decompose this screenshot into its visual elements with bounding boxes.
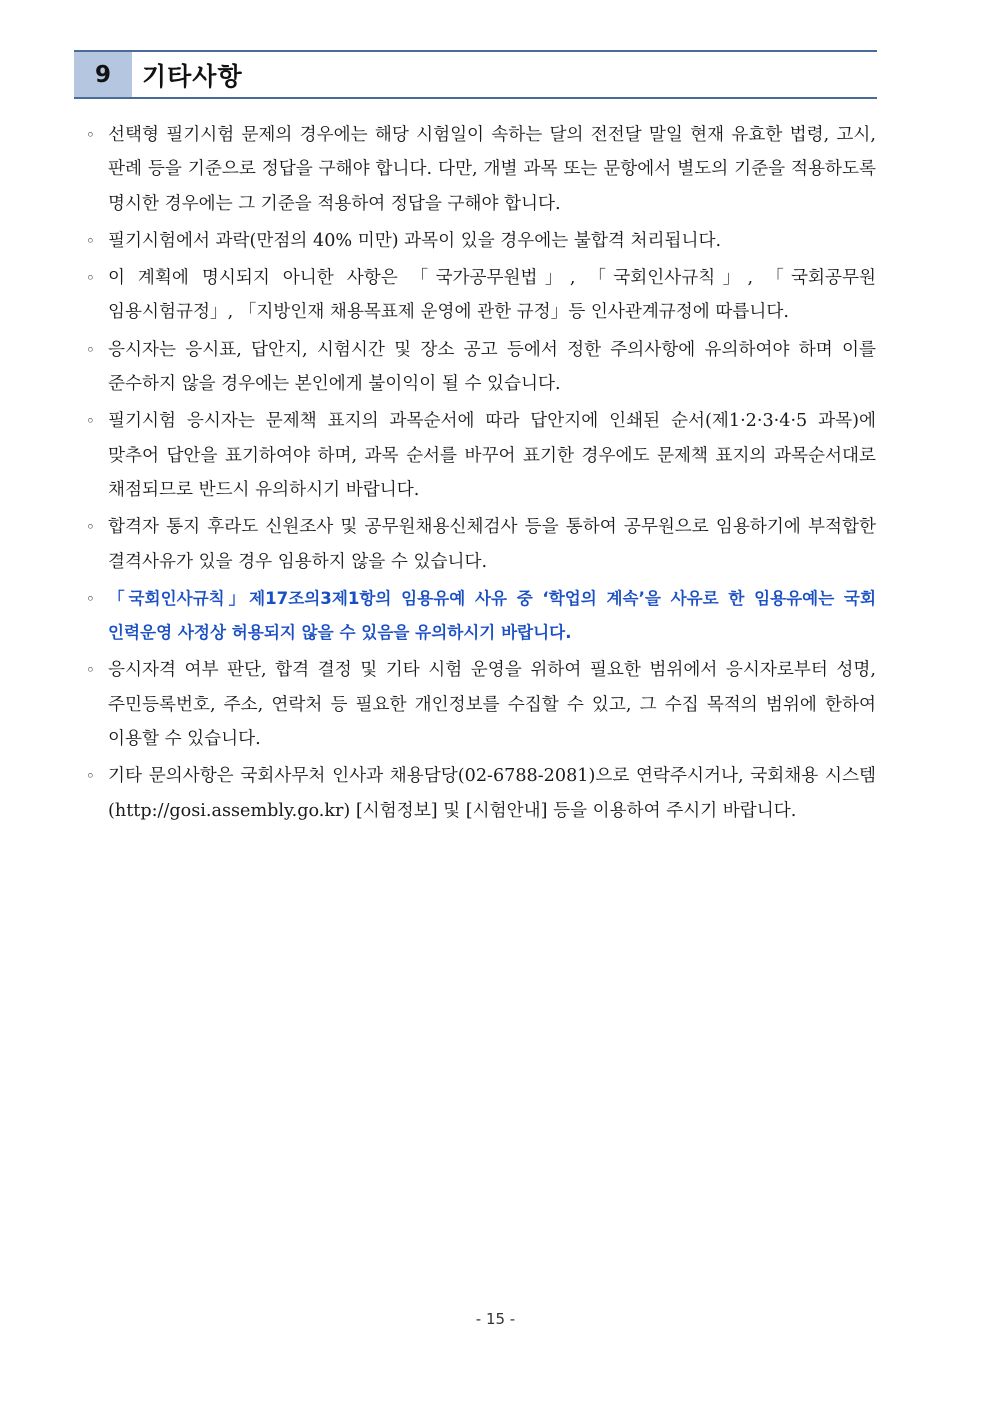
notice-item-subject-order — [80, 404, 876, 507]
notice-text: 필기시험에서 과락(만점의 40% 미만) 과목이 있을 경우에는 불합격 처리됩니다. — [108, 230, 722, 251]
notice-text: 필기시험 응시자는 문제책 표지의 과목순서에 따라 답안지에 인쇄된 순서(제1·2·3·4·5 과목)에 맞추어 답안을 표기하여야 하며, 과목 순서를 바꾸어 표기한 경우에도 문제책 표지의 과목순서대로 채점되므로 반드시 유의하시기 바랍니다. — [108, 411, 876, 500]
bullet-icon: ◦ — [86, 767, 95, 786]
notice-item-personal-info — [80, 653, 876, 756]
notice-list — [80, 118, 876, 831]
notice-text: 합격자 통지 후라도 신원조사 및 공무원채용신체검사 등을 통하여 공무원으로 임용하기에 부적합한 결격사유가 있을 경우 임용하지 않을 수 있습니다. — [108, 517, 876, 572]
bullet-icon: ◦ — [86, 231, 95, 250]
notice-item-disqualification — [80, 510, 876, 579]
notice-text: 선택형 필기시험 문제의 경우에는 해당 시험일이 속하는 달의 전전달 말일 현재 유효한 법령, 고시, 판례 등을 기준으로 정답을 구해야 합니다. 다만, 개별 과목 또는 문항에서 별도의 기준을 적용하도록 명시한 경우에는 그 기준을 적용하여 정답을 구해야 합니다. — [108, 125, 876, 214]
notice-item-exam-criteria — [80, 118, 876, 221]
notice-text: 기타 문의사항은 국회사무처 인사과 채용담당(02-6788-2081)으로 연락주시거나, 국회채용 시스템(http://gosi.assembly.go.kr) [시험정보] 및 [시험안내] 등을 이용하여 주시기 바랍니다. — [108, 766, 876, 821]
notice-item-regulations — [80, 261, 876, 330]
notice-text: 응시자는 응시표, 답안지, 시험시간 및 장소 공고 등에서 정한 주의사항에 유의하여야 하며 이를 준수하지 않을 경우에는 본인에게 불이익이 될 수 있습니다. — [108, 339, 876, 395]
notice-text: 「국회인사규칙」제17조의3제1항의 임용유예 사유 중 ‘학업의 계속’을 사유로 한 임용유예는 국회 인력운영 사정상 허용되지 않을 수 있음을 유의하시기 바랍니다. — [108, 588, 876, 643]
bullet-icon: ◦ — [86, 412, 95, 431]
notice-item-deferment-highlight — [80, 582, 876, 651]
page-number: - 15 - — [475, 1310, 516, 1328]
bullet-icon: ◦ — [86, 661, 95, 680]
bullet-icon: ◦ — [86, 269, 95, 288]
bullet-icon: ◦ — [86, 126, 95, 144]
bullet-icon: ◦ — [86, 589, 95, 608]
bullet-icon: ◦ — [86, 340, 95, 359]
notice-item-fail-rule — [80, 224, 876, 258]
notice-item-contact — [80, 759, 876, 828]
section-title: 기타사항 — [142, 61, 243, 91]
bullet-icon: ◦ — [86, 518, 95, 537]
section-number: 9 — [74, 52, 132, 97]
notice-text: 응시자격 여부 판단, 합격 결정 및 기타 시험 운영을 위하여 필요한 범위에서 응시자로부터 성명, 주민등록번호, 주소, 연락처 등 필요한 개인정보를 수집할 수 있고, 그 수집 목적의 범위에 한하여 이용할 수 있습니다. — [108, 660, 876, 750]
notice-text: 이 계획에 명시되지 아니한 사항은 「국가공무원법」, 「국회인사규칙」, 「국회공무원 임용시험규정」, 「지방인재 채용목표제 운영에 관한 규정」등 인사관계규정에 따릅니다. — [108, 268, 876, 323]
section-header — [74, 50, 877, 99]
notice-item-precautions — [80, 333, 876, 402]
